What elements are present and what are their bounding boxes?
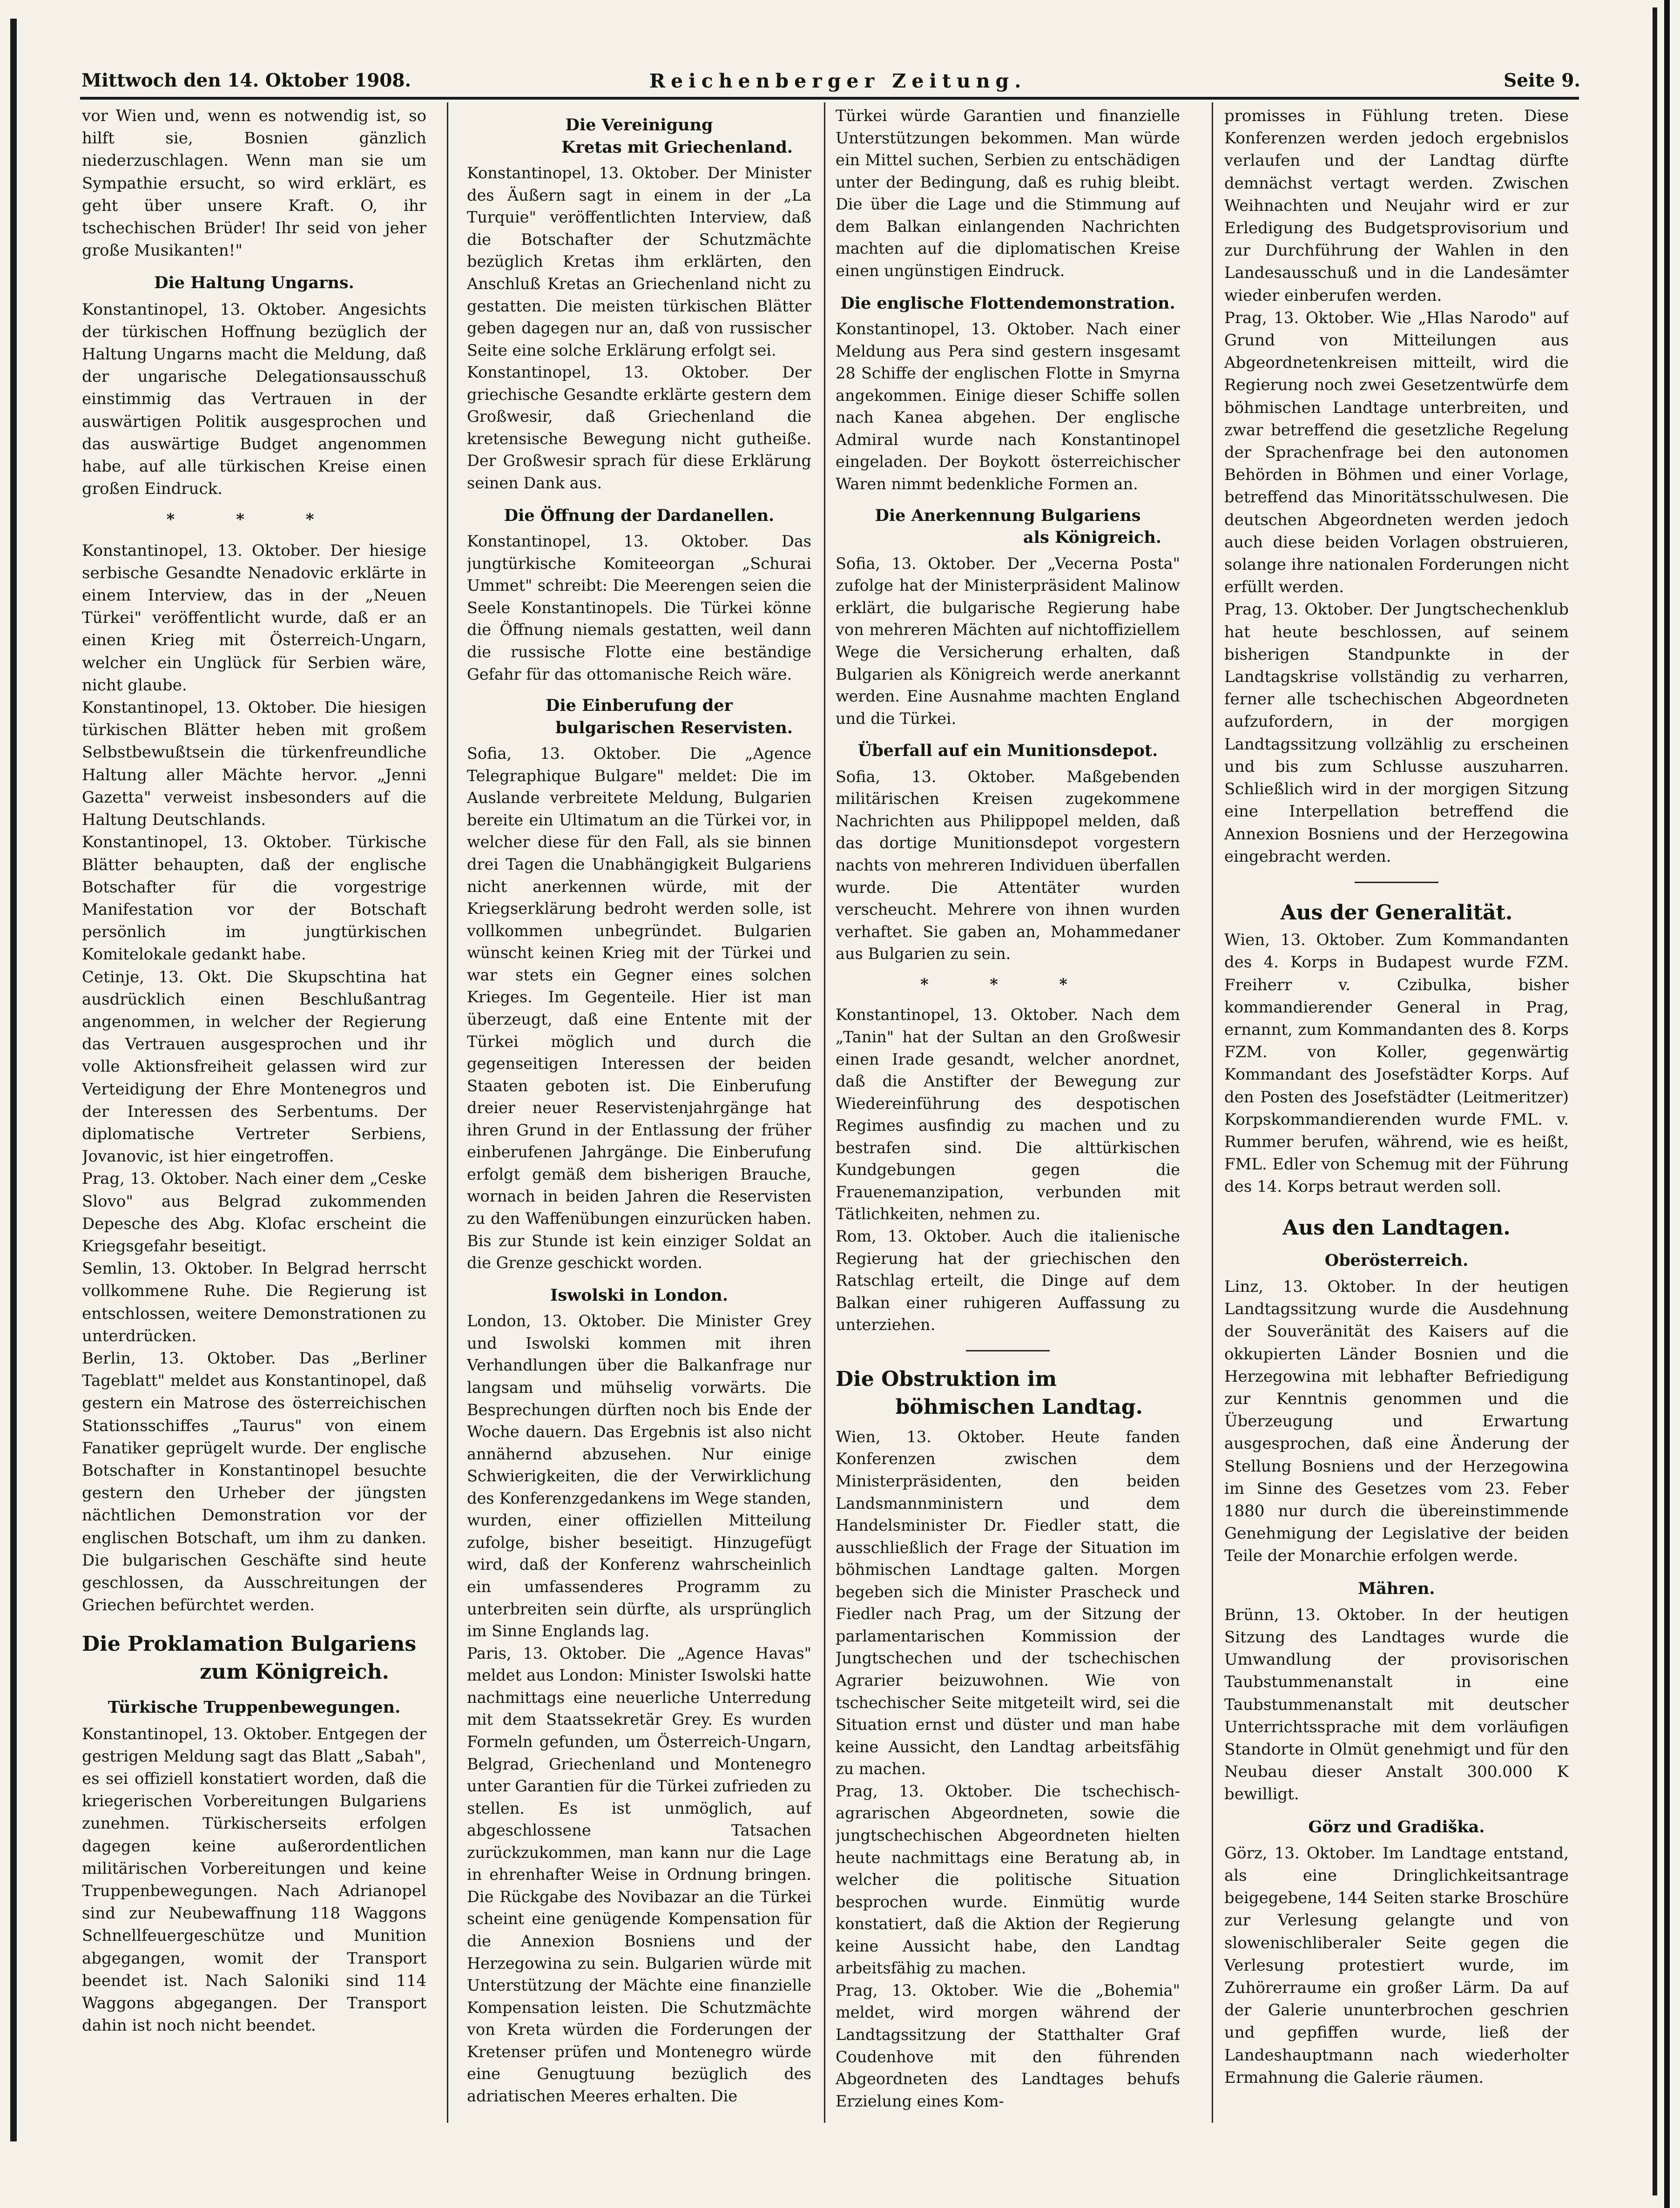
article-paragraph: Prag, 13. Oktober. Die tschechisch-agrarischen Abgeordneten, sowie die jungtschechischen Abgeordneten hielten heute nachmittags eine Beratung ab, in welcher die politische Situation besprochen wurde. Einmütig wurde konstatiert, daß die Aktion der Regierung keine Aussicht habe, den Landtag arbeitsfähig zu machen.: [836, 1782, 1180, 1978]
article-paragraph: Konstantinopel, 13. Oktober. Der griechische Gesandte erklärte gestern dem Großwesir, daß Griechenland die kretensische Bewegung nicht gutheiße. Der Großwesir sprach für diese Erklärung seinen Dank aus.: [467, 363, 811, 492]
article-paragraph: Konstantinopel, 13. Oktober. Die hiesigen türkischen Blätter heben mit großem Selbstbewußtsein die türkenfreundliche Haltung aller Mächte hervor. „Jenni Gazetta" verweist insbesonders auf die Haltung Deutschlands.: [82, 698, 426, 830]
column-1: [82, 105, 426, 2120]
article-paragraph: Paris, 13. Oktober. Die „Agence Havas" meldet aus London: Minister Iswolski hatte nachmittags eine neuerliche Unterredung mit dem Staatssekretär Grey. Es wurden Formeln gefunden, um Österreich-Ungarn, Belgrad, Griechenland und Montenegro unter Garantien für die Türkei zufrieden zu stellen. Es ist unmöglich, auf abgeschlossene Tatsachen zurückzukommen, man kann nur die Lage in ehrenhafter Weise in Ordnung bringen. Die Rückgabe des Novibazar an die Türkei scheint eine genügende Kompensation für die Annexion Bosniens und der Herzegowina zu sein. Bulgarien würde mit Unterstützung der Mächte eine finanzielle Kompensation leisten. Die Schutzmächte von Kreta würden die Forderungen der Kretenser prüfen und Montenegro würde eine Genugtuung bezüglich des adriatischen Meeres erhalten. Die: [467, 1644, 811, 2105]
article-heading: Überfall auf ein Munitionsdepot.: [857, 741, 1158, 761]
major-headline: [836, 1365, 1180, 1421]
header-rule: [80, 97, 1579, 100]
article-heading: Die Haltung Ungarns.: [154, 273, 354, 293]
headline-line-2: zum Königreich.: [200, 1660, 389, 1684]
article-paragraph: vor Wien und, wenn es notwendig ist, so hilft sie, Bosnien gänzlich niederzuschlagen. Wenn man sie um Sympathie ersucht, so wird erklärt, es geht über unsere Kraft. O, ihr tschechischen Brüder! Ihr seid von jeher große Musikanten!": [82, 107, 426, 260]
page-header: [81, 70, 1580, 98]
section-separator-stars: * * *: [166, 510, 342, 529]
headline-line-2: böhmischen Landtag.: [895, 1395, 1143, 1419]
article-paragraph: Prag, 13. Oktober. Wie die „Bohemia" meldet, wird morgen während der Landtagssitzung der Statthalter Graf Coudenhove mit den führenden Abgeordneten des Landtages behufs Erzielung eines Kom-: [836, 1981, 1180, 2110]
article-paragraph: Konstantinopel, 13. Oktober. Türkische Blätter behaupten, daß der englische Botschafter für die vorgestrige Manifestation vor der Botschaft persönlich im jungtürkischen Komitelokale gedankt habe.: [82, 833, 426, 964]
article-paragraph: Sofia, 13. Oktober. Der „Vecerna Posta" zufolge hat der Ministerpräsident Malinow erklärt, die bulgarische Regierung habe von mehreren Mächten auf nichtoffiziellem Wege die Versicherung erhalten, daß Bulgarien als Königreich werde anerkannt werden. Eine Ausnahme machten England und die Türkei.: [836, 554, 1180, 728]
column-3: [836, 105, 1180, 2120]
two-line-heading: [467, 695, 811, 739]
article-paragraph: Konstantinopel, 13. Oktober. Nach dem „Tanin" hat der Sultan an den Großwesir einen Irade gesandt, welcher anordnet, daß die Anstifter der Bewegung zur Wiedereinführung des despotischen Regimes ausfindig zu machen und zu bestrafen sind. Die alttürkischen Kundgebungen gegen die Frauenemanzipation, verbunden mit Tätlichkeiten, nehmen zu.: [836, 1006, 1180, 1223]
article-paragraph: Berlin, 13. Oktober. Das „Berliner Tageblatt" meldet aus Konstantinopel, daß gestern ein Matrose des österreichischen Stationsschiffes „Taurus" von einem Fanatiker geprügelt wurde. Der englische Botschafter in Konstantinopel besuchte gestern den Urheber der jüngsten nächtlichen Demonstration vor der englischen Botschaft, um ihm zu danken. Die bulgarischen Geschäfte sind heute geschlossen, da Ausschreitungen der Griechen befürchtet werden.: [82, 1349, 426, 1615]
headline-line-1: Die Obstruktion im: [836, 1367, 1057, 1391]
article-heading: Iswolski in London.: [550, 1285, 729, 1305]
article-paragraph: Konstantinopel, 13. Oktober. Angesichts der türkischen Hoffnung bezüglich der Haltung Ungarns macht die Meldung, daß der ungarische Delegationsausschuß einstimmig das Vertrauen in der auswärtigen Politik ausgesprochen und das auswärtige Budget angenommen habe, auf alle türkischen Kreise einen großen Eindruck.: [82, 300, 426, 499]
article-heading: Oberösterreich.: [1324, 1250, 1469, 1270]
page-edge-left: [10, 19, 17, 2141]
article-paragraph: Rom, 13. Oktober. Auch die italienische Regierung hat der griechischen den Ratschlag erteilt, die Dinge auf dem Balkan einer ruhigeren Auffassung zu unterziehen.: [836, 1227, 1180, 1334]
article-heading: Die englische Flottendemonstration.: [840, 293, 1175, 313]
header-date: Mittwoch den 14. Oktober 1908.: [81, 70, 412, 91]
headline-line-2: Kretas mit Griechenland.: [561, 137, 793, 157]
article-heading: Türkische Truppenbewegungen.: [108, 1698, 401, 1717]
headline-line-1: Die Proklamation Bulgariens: [82, 1632, 417, 1656]
major-headline: [82, 1630, 426, 1686]
article-paragraph: Wien, 13. Oktober. Heute fanden Konferenzen zwischen dem Ministerpräsidenten, den beiden Landsmannministern und dem Handelsminister Dr. Fiedler statt, die ausschließlich der Frage der Situation im böhmischen Landtage galten. Morgen begeben sich die Minister Prascheck und Fiedler nach Prag, um der Sitzung der parlamentarischen Kommission der Jungtschechen und der tschechischen Agrarier beizuwohnen. Wie von tschechischer Seite mitgeteilt wird, sei die Situation ernst und düster und man habe keine Aussicht, den Landtag arbeitsfähig zu machen.: [836, 1427, 1180, 1778]
article-paragraph: Konstantinopel, 13. Oktober. Entgegen der gestrigen Meldung sagt das Blatt „Sabah", es sei offiziell konstatiert worden, daß die kriegerischen Vorbereitungen Bulgariens zunehmen. Türkischerseits erfolgen dagegen keine außerordentlichen militärischen Vorbereitungen und keine Truppenbewegungen. Nach Adrianopel sind zur Neubewaffnung 118 Waggons Schnellfeuergeschütze und Munition abgegangen, womit der Transport beendet ist. Nach Saloniki sind 114 Waggons abgegangen. Der Transport dahin ist noch nicht beendet.: [82, 1724, 426, 2035]
column-rule-3: [1212, 102, 1213, 2123]
article-paragraph: Sofia, 13. Oktober. Maßgebenden militärischen Kreisen zugekommene Nachrichten aus Philippopel melden, daß das dortige Munitionsdepot vorgestern nachts von mehreren Individuen überfallen wurde. Die Attentäter wurden verscheucht. Mehrere von ihnen wurden verhaftet. Sie gaben an, Mohammedaner aus Bulgarien zu sein.: [836, 767, 1180, 963]
article-paragraph: Brünn, 13. Oktober. In der heutigen Sitzung des Landtages wurde die Umwandlung der provisorischen Taubstummenanstalt in eine Taubstummenanstalt mit deutscher Unterrichtssprache mit dem vorläufigen Standorte in Olmüt genehmigt und für den Neubau dieser Anstalt 300.000 K bewilligt.: [1224, 1605, 1569, 1804]
column-2: [467, 105, 811, 2120]
two-line-heading: [467, 114, 811, 158]
page-edge-right-outer: [1664, 0, 1670, 2208]
article-heading: Görz und Gradiška.: [1308, 1817, 1485, 1837]
article-paragraph: Sofia, 13. Oktober. Die „Agence Telegraphique Bulgare" meldet: Die im Auslande verbreitete Meldung, Bulgarien bereite ein Ultimatum an die Türkei vor, in welcher diese für den Fall, als sie binnen drei Tagen die Unabhängigkeit Bulgariens nicht anerkennen würde, mit der Kriegserklärung bedroht werden solle, ist vollkommen unbegründet. Bulgarien wünscht keinen Krieg mit der Türkei und war stets ein Gegner eines solchen Krieges. Im Gegenteile. Hier ist man überzeugt, daß eine Entente mit der Türkei möglich und durch die gegenseitigen Interessen der beiden Staaten geboten ist. Die Einberufung dreier neuer Reservistenjahrgänge hat ihren Grund in der Entlassung der früher einberufenen Jahrgänge. Die Einberufung erfolgt gemäß dem bisherigen Brauche, wornach in beiden Jahren die Reservisten zu den Waffenübungen einzurücken haben. Bis zur Stunde ist kein einziger Soldat an die Grenze geschickt worden.: [467, 744, 811, 1272]
article-paragraph: Prag, 13. Oktober. Nach einer dem „Ceske Slovo" aus Belgrad zukommenden Depesche des Abg. Klofac erscheint die Kriegsgefahr beseitigt.: [82, 1169, 426, 1256]
headline-line-1: Die Einberufung der: [546, 696, 733, 716]
two-line-heading: [836, 505, 1180, 549]
article-paragraph: Prag, 13. Oktober. Der Jungtschechenklub hat heute beschlossen, auf seinem bisherigen Standpunkte in der Landtagskrise vollständig zu verharren, ferner alle tschechischen Abgeordneten aufzufordern, in der morgigen Landtagssitzung vollzählig zu erscheinen und bis zum Schlusse auszuharren. Schließlich wird in der morgigen Sitzung eine Interpellation betreffend die Annexion Bosniens und der Herzegowina eingebracht werden.: [1224, 600, 1569, 866]
section-separator-stars: * * *: [920, 975, 1095, 993]
article-paragraph: Prag, 13. Oktober. Wie „Hlas Narodo" auf Grund von Mitteilungen aus Abgeordnetenkreisen mitteilt, wird die Regierung noch zwei Gesetzentwürfe dem böhmischen Landtage unterbreiten, und zwar betreffend die gesetzliche Regelung der Sprachenfrage bei den autonomen Behörden in Böhmen und einer Vorlage, betreffend das Minoritätsschulwesen. Die deutschen Abgeordneten werden jedoch auch diese beiden Vorlagen obstruieren, solange ihre nationalen Forderungen nicht erfüllt werden.: [1224, 308, 1569, 597]
article-paragraph: Linz, 13. Oktober. In der heutigen Landtagssitzung wurde die Ausdehnung der Souveränität des Kaisers auf die okkupierten Länder Bosnien und die Herzegowina mit lebhafter Befriedigung zur Kenntnis genommen und die Überzeugung und Erwartung ausgesprochen, daß eine Änderung der Stellung Bosniens und der Herzegowina im Sinne des Gesetzes vom 23. Feber 1880 nur durch die übereinstimmende Genehmigung der Legislative der beiden Teile der Monarchie erfolgen werde.: [1224, 1277, 1569, 1566]
header-title: Reichenberger Zeitung.: [649, 70, 1027, 92]
section-heading: Aus den Landtagen.: [1282, 1215, 1511, 1240]
column-rule-1: [447, 102, 448, 2123]
article-heading: Mähren.: [1358, 1579, 1435, 1598]
column-4: [1224, 105, 1569, 2120]
headline-line-1: Die Vereinigung: [565, 115, 713, 135]
article-paragraph: Wien, 13. Oktober. Zum Kommandanten des 4. Korps in Budapest wurde FZM. Freiherr v. Czibulka, bisher kommandierender General in Prag, ernannt, zum Kommandanten des 8. Korps FZM. von Koller, gegenwärtig Kommandant des Josefstädter Korps. Auf den Posten des Josefstädter (Leitmeritzer) Korpskommandierenden wurde FML. v. Rummer berufen, während, wie es heißt, FML. Edler von Schemug mit der Führung des 14. Korps betraut werden soll.: [1224, 931, 1569, 1196]
section-heading: Aus der Generalität.: [1280, 900, 1513, 925]
article-heading: Die Öffnung der Dardanellen.: [504, 506, 775, 525]
article-paragraph: Görz, 13. Oktober. Im Landtage entstand, als eine Dringlichkeitsantrage beigegebene, 144 Seiten starke Broschüre zur Verlesung gelangte und von slowenischliberaler Seite gegen die Verlesung protestiert wurde, im Zuhörerraume ein großer Lärm. Da auf der Galerie ununterbrochen geschrien und gepfiffen wurde, ließ der Landeshauptmann nach wiederholter Ermahnung die Galerie räumen.: [1224, 1843, 1569, 2087]
article-paragraph: London, 13. Oktober. Die Minister Grey und Iswolski kommen mit ihren Verhandlungen über die Balkanfrage nur langsam und mühselig vorwärts. Die Besprechungen dürften noch bis Ende der Woche dauern. Das Ergebnis ist also nicht annähernd abzusehen. Nur einige Schwierigkeiten, die der Verwirklichung des Konferenzgedankens im Wege standen, wurden, einer offiziellen Mitteilung zufolge, bisher beseitigt. Hinzugefügt wird, daß der Konferenz wahrscheinlich ein umfassenderes Programm zu unterbreiten sein dürfte, als ursprünglich im Sinne Englands lag.: [467, 1312, 811, 1641]
article-paragraph: Konstantinopel, 13. Oktober. Das jungtürkische Komiteeorgan „Schurai Ummet" schreibt: Die Meerengen seien die Seele Konstantinopels. Die Türkei könne die Öffnung niemals gestatten, weil dann die russische Flotte eine beständige Gefahr für das ottomanische Reich wäre.: [467, 532, 811, 683]
headline-line-2: bulgarischen Reservisten.: [555, 718, 793, 737]
page-edge-right: [1653, 7, 1657, 2195]
article-paragraph: Konstantinopel, 13. Oktober. Nach einer Meldung aus Pera sind gestern insgesamt 28 Schiffe der englischen Flotte in Smyrna angekommen. Einige dieser Schiffe sollen nach Kanea abgehen. Der englische Admiral wurde nach Konstantinopel eingeladen. Der Boykott österreichischer Waren nimmt bedenkliche Formen an.: [836, 320, 1180, 493]
section-rule: [966, 1350, 1050, 1351]
article-paragraph: Konstantinopel, 13. Oktober. Der hiesige serbische Gesandte Nenadovic erklärte in einem Interview, das in der „Neuen Türkei" veröffentlicht wurde, daß er an einen Krieg mit Österreich-Ungarn, welcher ein Unglück für Serbien wäre, nicht glaube.: [82, 541, 426, 695]
column-rule-2: [824, 102, 825, 2123]
article-paragraph: Konstantinopel, 13. Oktober. Der Minister des Äußern sagt in einem in der „La Turquie" veröffentlichten Interview, daß die Botschafter der Schutzmächte bezüglich Kretas ihm erklärten, den Anschluß Kretas an Griechenland nicht zu gestatten. Die meisten türkischen Blätter geben dagegen nur an, daß von russischer Seite eine solche Erklärung erfolgt sei.: [467, 164, 811, 359]
article-paragraph: Türkei würde Garantien und finanzielle Unterstützungen bekommen. Man würde ein Mittel suchen, Serbien zu entschädigen unter der Bedingung, daß es ruhig bleibt. Die über die Lage und die Stimmung auf dem Balkan einlangenden Nachrichten machten auf die diplomatischen Kreise einen ungünstigen Eindruck.: [836, 107, 1180, 280]
article-paragraph: promisses in Fühlung treten. Diese Konferenzen werden jedoch ergebnislos verlaufen und der Landtag dürfte demnächst vertagt werden. Zwischen Weihnachten und Neujahr wird er zur Erledigung des Budgetsprovisorium und zur Durchführung der Wahlen in den Landesausschuß und in die Landesämter wieder einberufen werden.: [1224, 107, 1569, 305]
headline-line-2: als Königreich.: [1023, 528, 1161, 547]
header-page-number: Seite 9.: [1504, 70, 1580, 91]
headline-line-1: Die Anerkennung Bulgariens: [875, 506, 1141, 525]
article-paragraph: Cetinje, 13. Okt. Die Skupschtina hat ausdrücklich einen Beschlußantrag angenommen, in welcher der Regierung das Vertrauen ausgesprochen und ihr volle Aktionsfreiheit gelassen wird zur Verteidigung der Ehre Montenegros und der Interessen des Serbentums. Der diplomatische Vertreter Serbiens, Jovanovic, ist hier eingetroffen.: [82, 967, 426, 1166]
article-paragraph: Semlin, 13. Oktober. In Belgrad herrscht vollkommene Ruhe. Die Regierung ist entschlossen, weitere Demonstrationen zu unterdrücken.: [82, 1259, 426, 1345]
section-rule: [1355, 882, 1438, 883]
